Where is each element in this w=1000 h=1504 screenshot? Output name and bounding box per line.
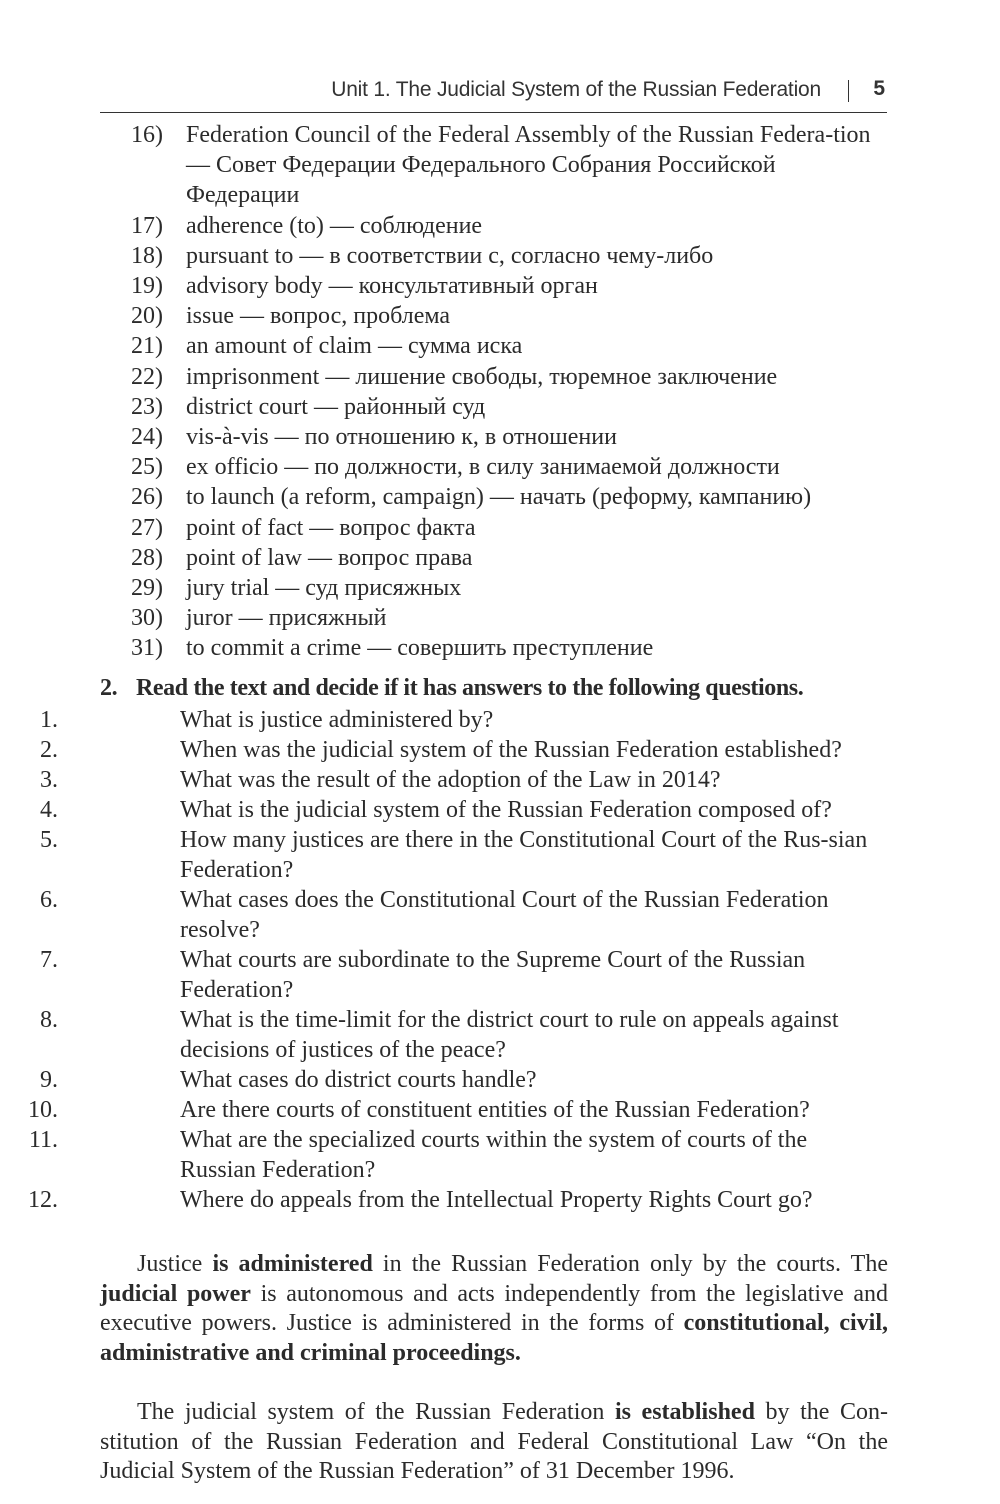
key-term: constitutional, civil, administrative and criminal proceedings. <box>100 1310 888 1366</box>
vocabulary-text: issue — вопрос, проблема <box>186 303 451 330</box>
paragraph-text: is autonomous and acts independently from the legislative and executive powers. Justice is administered in the forms of <box>100 1280 889 1336</box>
task-text: Read the text and decide if it has answers to the following questions. <box>136 675 804 701</box>
question-text: Where do appeals from the Intellectual Property Rights Court go? <box>180 1187 813 1213</box>
question-text: What are the specialized courts within the system of courts of the Russian Federation? <box>180 1127 808 1183</box>
vocabulary-item <box>0 513 888 543</box>
vocabulary-item <box>0 271 888 301</box>
vocabulary-item <box>0 362 888 392</box>
vocabulary-item <box>0 452 888 482</box>
question-list <box>0 705 888 1215</box>
question-text: How many justices are there in the Constitutional Court of the Rus-​sian Federation? <box>180 827 868 883</box>
question-item <box>0 795 888 825</box>
task-heading <box>100 672 890 704</box>
vocabulary-text: district court — районный суд <box>186 393 486 420</box>
vocabulary-number: 29) <box>131 575 163 602</box>
question-number: 1. <box>40 707 58 733</box>
vocabulary-text: point of law — вопрос права <box>186 544 473 571</box>
vocabulary-item <box>0 331 888 361</box>
question-text: What is the judicial system of the Russian Federation composed of? <box>180 797 832 823</box>
question-item <box>0 1005 888 1065</box>
question-text: What is the time-limit for the district court to rule on appeals against decisions of justices of the peace? <box>180 1007 839 1063</box>
question-number: 5. <box>40 827 58 853</box>
vocabulary-list <box>0 120 888 664</box>
header-separator <box>848 80 850 102</box>
question-number: 3. <box>40 767 58 793</box>
vocabulary-text: imprisonment — лишение свободы, тюремное заключение <box>186 363 778 390</box>
vocabulary-text: advisory body — консультативный орган <box>186 273 598 300</box>
vocabulary-text: juror — присяжный <box>186 605 387 632</box>
vocabulary-number: 20) <box>131 303 163 330</box>
question-item <box>0 1065 888 1095</box>
question-item <box>0 765 888 795</box>
vocabulary-number: 27) <box>131 514 163 541</box>
vocabulary-text: ex officio — по должности, в силу занимаемой должности <box>186 454 780 481</box>
question-item <box>0 945 888 1005</box>
task-number: 2. <box>100 675 118 701</box>
question-number: 6. <box>40 887 58 913</box>
paragraph-text: The judicial system of the Russian Federation <box>137 1399 615 1425</box>
question-text: When was the judicial system of the Russian Federation established? <box>180 737 842 763</box>
vocabulary-text: an amount of claim — сумма иска <box>186 333 523 360</box>
question-item <box>0 1125 888 1185</box>
question-number: 8. <box>40 1007 58 1033</box>
header-title: Unit 1. The Judicial System of the Russian Federation <box>331 78 821 101</box>
vocabulary-text: Federation Council of the Federal Assembly of the Russian Federa-​tion — Совет Федерации Федерального Собрания Российской Федерации <box>186 122 871 209</box>
vocabulary-text: pursuant to — в соответствии с, согласно чему-либо <box>186 242 714 269</box>
vocabulary-item <box>0 482 888 512</box>
vocabulary-number: 23) <box>131 393 163 420</box>
question-number: 12. <box>28 1187 58 1213</box>
vocabulary-text: vis-à-vis — по отношению к, в отношении <box>186 424 617 451</box>
paragraph-text: by the Con-​stitution of the Russian Federation and Federal Constitutional Law “On the Judicial System of the Russian Federation” of 31 December 1996. <box>100 1399 888 1484</box>
vocabulary-item <box>0 301 888 331</box>
question-number: 10. <box>28 1097 58 1123</box>
running-header <box>100 76 887 113</box>
question-text: Are there courts of constituent entities of the Russian Federation? <box>180 1097 810 1123</box>
vocabulary-item <box>0 392 888 422</box>
vocabulary-item <box>0 422 888 452</box>
vocabulary-number: 16) <box>131 122 163 148</box>
question-item <box>0 825 888 885</box>
page-number: 5 <box>873 77 885 100</box>
vocabulary-number: 21) <box>131 333 163 360</box>
vocabulary-number: 31) <box>131 635 163 662</box>
question-number: 4. <box>40 797 58 823</box>
vocabulary-number: 17) <box>131 212 163 239</box>
vocabulary-number: 26) <box>131 484 163 511</box>
question-number: 9. <box>40 1067 58 1093</box>
vocabulary-item <box>0 573 888 603</box>
key-term: is administered <box>212 1251 373 1277</box>
paragraph-text: Justice <box>137 1251 213 1277</box>
question-number: 11. <box>28 1127 58 1153</box>
question-item <box>0 735 888 765</box>
question-number: 2. <box>40 737 58 763</box>
key-term: is established <box>614 1399 755 1425</box>
question-text: What cases does the Constitutional Court of the Russian Federation resolve? <box>180 887 829 943</box>
vocabulary-text: to launch (a reform, campaign) — начать (реформу, кампанию) <box>186 484 812 511</box>
vocabulary-item <box>0 241 888 271</box>
body-paragraph <box>100 1250 888 1368</box>
question-text: What cases do district courts handle? <box>180 1067 537 1093</box>
question-item <box>0 1185 888 1215</box>
vocabulary-number: 30) <box>131 605 163 632</box>
vocabulary-text: point of fact — вопрос факта <box>186 514 476 541</box>
key-term: judicial power <box>100 1280 251 1307</box>
question-text: What is justice administered by? <box>180 707 494 733</box>
vocabulary-text: to commit a crime — совершить преступление <box>186 635 654 662</box>
vocabulary-item <box>0 120 888 211</box>
body-paragraph <box>100 1398 888 1487</box>
question-item <box>0 705 888 735</box>
vocabulary-number: 24) <box>131 424 163 451</box>
vocabulary-item <box>0 633 888 663</box>
vocabulary-item <box>0 211 888 241</box>
question-item <box>0 885 888 945</box>
vocabulary-text: jury trial — суд присяжных <box>186 575 462 602</box>
vocabulary-number: 28) <box>131 544 163 571</box>
question-text: What was the result of the adoption of the Law in 2014? <box>180 767 721 793</box>
vocabulary-number: 18) <box>131 242 163 269</box>
vocabulary-number: 25) <box>131 454 163 481</box>
vocabulary-text: adherence (to) — соблюдение <box>186 212 483 239</box>
vocabulary-number: 19) <box>131 273 163 300</box>
vocabulary-item <box>0 603 888 633</box>
vocabulary-item <box>0 543 888 573</box>
vocabulary-number: 22) <box>131 363 163 390</box>
question-number: 7. <box>40 947 58 973</box>
question-text: What courts are subordinate to the Supreme Court of the Russian Federation? <box>180 947 806 1003</box>
question-item <box>0 1095 888 1125</box>
paragraph-text: in the Russian Federation only by the courts. The <box>372 1251 888 1277</box>
